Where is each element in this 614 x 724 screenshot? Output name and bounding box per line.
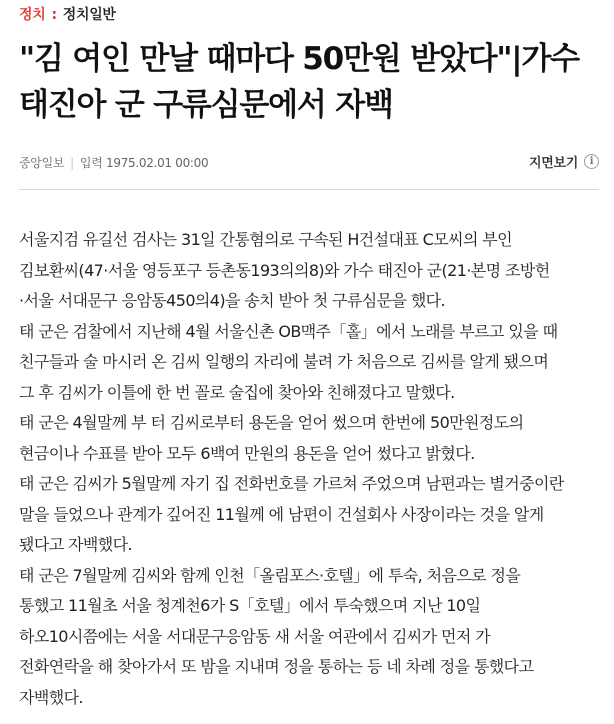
body-line: 김보환씨(47·서울 영등포구 등촌동193의의8)와 가수 태진아 군(21·본명 조방헌 <box>19 260 550 280</box>
body-line: 전화연락을 해 찾아가서 또 밤을 지내며 정을 통하는 등 네 차례 정을 통했다고 <box>19 657 534 676</box>
body-line: 태 군은 4월말께 부 터 김씨로부터 용돈을 얻어 썼으며 한번에 50만원정도의 <box>19 413 524 432</box>
breadcrumb-separator: : <box>51 7 57 23</box>
article-headline <box>19 36 604 128</box>
body-line: 태 군은 검찰에서 지난해 4월 서울신촌 OB맥주「홀」에서 노래를 부르고 있을 때 <box>19 321 558 341</box>
body-line: 그 후 김씨가 이틀에 한 번 꼴로 술집에 찾아와 친해졌다고 말했다. <box>19 382 455 402</box>
breadcrumb <box>19 4 116 24</box>
body-line: 친구들과 술 마시러 온 김씨 일행의 자리에 불려 가 처음으로 김씨를 알게 됐으며 <box>19 352 549 371</box>
body-line: 서울지검 유길선 검사는 31일 간통혐의로 구속된 H건설대표 C모씨의 부인 <box>19 230 513 249</box>
publisher-name[interactable]: 중앙일보 <box>19 156 65 170</box>
byline <box>19 154 208 171</box>
article-meta <box>19 152 599 172</box>
body-line: 됐다고 자백했다. <box>19 535 132 554</box>
body-line: 태 군은 7월말께 김씨와 함께 인천「올림포스·호텔」에 투숙, 처음으로 정을 <box>19 565 521 585</box>
article-body <box>19 225 599 713</box>
body-line: 태 군은 김씨가 5월말께 자기 집 전화번호를 가르쳐 주었으며 남편과는 별거중이란 <box>19 474 564 493</box>
header-divider <box>19 189 599 190</box>
info-icon[interactable]: i <box>584 154 599 169</box>
breadcrumb-section-link[interactable]: 정치 <box>19 7 46 23</box>
headline-line-1: "김 여인 만날 때마다 50만원 받았다"|가수 <box>19 41 579 77</box>
body-line: 하오10시쯤에는 서울 서대문구응암동 새 서울 여관에서 김씨가 먼저 가 <box>19 626 491 646</box>
print-view-button[interactable] <box>529 152 599 171</box>
body-line: 자백했다. <box>19 687 83 707</box>
meta-divider: | <box>70 156 74 170</box>
body-line: 통했고 11월초 서울 청계천6가 S「호텔」에서 투숙했으며 지난 10일 <box>19 596 481 615</box>
body-line: ·서울 서대문구 응암동450의4)을 송치 받아 첫 구류심문을 했다. <box>19 291 446 310</box>
print-view-label: 지면보기 <box>528 156 578 171</box>
published-timestamp: 1975.02.01 00:00 <box>106 156 209 170</box>
input-label: 입력 <box>79 156 103 170</box>
breadcrumb-subsection-link[interactable]: 정치일반 <box>62 7 116 23</box>
headline-line-2: 태진아 군 구류심문에서 자백 <box>19 87 393 123</box>
body-line: 말을 들었으나 관계가 깊어진 11월께 에 남편이 건설회사 사장이라는 것을 알게 <box>19 504 544 524</box>
body-line: 현금이나 수표를 받아 모두 6백여 만원의 용돈을 얻어 썼다고 밝혔다. <box>19 443 475 463</box>
